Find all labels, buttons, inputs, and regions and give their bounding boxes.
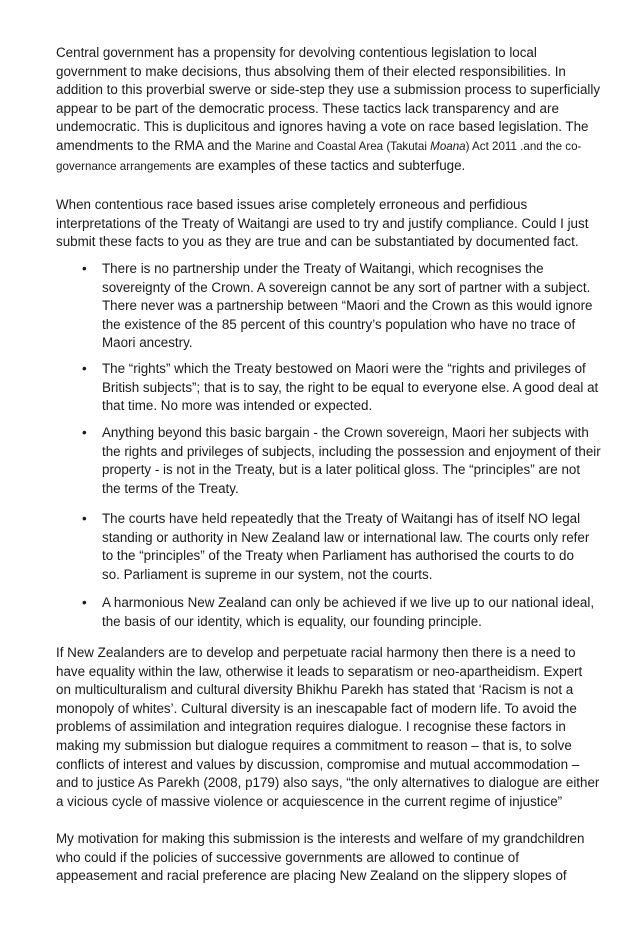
text-line: have equality within the law, otherwise it leads to separatism or neo-apartheidism. Expert [56,663,583,679]
act-title-italic: Moana [430,139,466,153]
paragraph-motivation [56,830,596,886]
text-segment: governance arrangements [56,159,192,173]
paragraph-treaty-intro [56,196,596,252]
text-line: on multiculturalism and cultural diversity Bhikhu Parekh has stated that ‘Racism is not a [56,682,574,698]
text-line: There never was a partnership between “Maori and the Crown as this would ignore [102,298,593,314]
text-line: a vicious cycle of massive violence or acquiescence in the current regime of injustice” [56,793,563,809]
text-line: Central government has a propensity for devolving contentious legislation to local [56,45,537,60]
paragraph-intro [56,44,601,176]
text-line: making my submission but dialogue requires a commitment to reason – that is, to solve [56,737,572,753]
bullet-marker: • [82,425,87,440]
text-line: government to make decisions, thus absolving them of their elected responsibilities. In [56,63,566,79]
act-title-segment: ) Act 2011 .and the co- [465,139,582,153]
text-line: that time. No more was intended or expected. [102,398,373,414]
text-line: conflicts of interest and values by discussion, compromise and mutual accommodation – [56,756,580,772]
list-item-text [102,424,622,498]
bullet-marker: • [82,511,87,526]
list-item-text [102,360,622,416]
text-line: the terms of the Treaty. [102,480,239,496]
text-line: who could if the policies of successive governments are allowed to continue of [56,849,519,865]
list-item-text [102,510,622,584]
text-line: The courts have held repeatedly that the Treaty of Waitangi has of itself NO legal [102,511,581,526]
bullet-marker: • [82,261,87,276]
text-line: addition to this proverbial swerve or side-step they use a submission process to superficially [56,82,601,98]
text-line: problems of assimilation and integration requires dialogue. I recognise these factors in [56,719,566,735]
paragraph-racial-harmony [56,644,600,811]
text-line: A harmonious New Zealand can only be achieved if we live up to our national ideal, [102,595,595,610]
text-line: the basis of our identity, which is equality, our founding principle. [102,613,482,629]
text-line: sovereignty of the Crown. A sovereign cannot be any sort of partner with a subject. [102,279,591,295]
text-line: appear to be part of the democratic process. These tactics lack transparency and are [56,100,559,116]
text-segment: amendments to the RMA and the [56,137,256,153]
text-line: to the “principles” of the Treaty when Parliament has authorised the courts to do [102,548,574,564]
bullet-marker: • [82,595,87,610]
text-line: standing or authority in New Zealand law or international law. The courts only refer [102,529,590,545]
text-line: If New Zealanders are to develop and perpetuate racial harmony then there is a need to [56,645,576,660]
text-line [56,157,596,177]
act-title-segment: Marine and Coastal Area (Takutai [255,139,431,153]
text-line: Maori ancestry. [102,335,193,351]
text-line: and to justice As Parekh (2008, p179) also says, “the only alternatives to dialogue are either [56,775,600,791]
text-line: Anything beyond this basic bargain - the Crown sovereign, Maori her subjects with [102,425,589,440]
text-line: interpretations of the Treaty of Waitangi are used to try and justify compliance. Could I just [56,215,589,231]
text-line: appeasement and racial preference are placing New Zealand on the slippery slopes of [56,868,567,884]
text-line: When contentious race based issues arise completely erroneous and perfidious [56,197,528,212]
text-segment: are examples of these tactics and subterfuge. [191,157,466,173]
text-line: submit these facts to you as they are true and can be substantiated by documented fact. [56,234,579,250]
bullet-marker: • [82,361,87,376]
text-line: monopoly of whites’. Cultural diversity is an inescapable fact of modern life. To avoid the [56,700,577,716]
text-line: British subjects”; that is to say, the right to be equal to everyone else. A good deal at [102,379,599,395]
text-line: undemocratic. This is duplicitous and ignores having a vote on race based legislation. The [56,119,589,135]
list-item-text [102,594,622,631]
text-line [56,137,596,157]
list-item-text [102,260,622,353]
text-line: property - is not in the Treaty, but is a later political gloss. The “principles” are not [102,462,581,478]
text-line: The “rights” which the Treaty bestowed on Maori were the “rights and privileges of [102,361,586,376]
text-line: My motivation for making this submission is the interests and welfare of my grandchildren [56,831,585,846]
text-line: so. Parliament is supreme in our system, not the courts. [102,566,433,582]
text-line: There is no partnership under the Treaty of Waitangi, which recognises the [102,261,544,276]
text-line: the existence of the 85 percent of this country’s population who have no trace of [102,316,576,332]
text-line: the rights and privileges of subjects, including the possession and enjoyment of their [102,443,601,459]
